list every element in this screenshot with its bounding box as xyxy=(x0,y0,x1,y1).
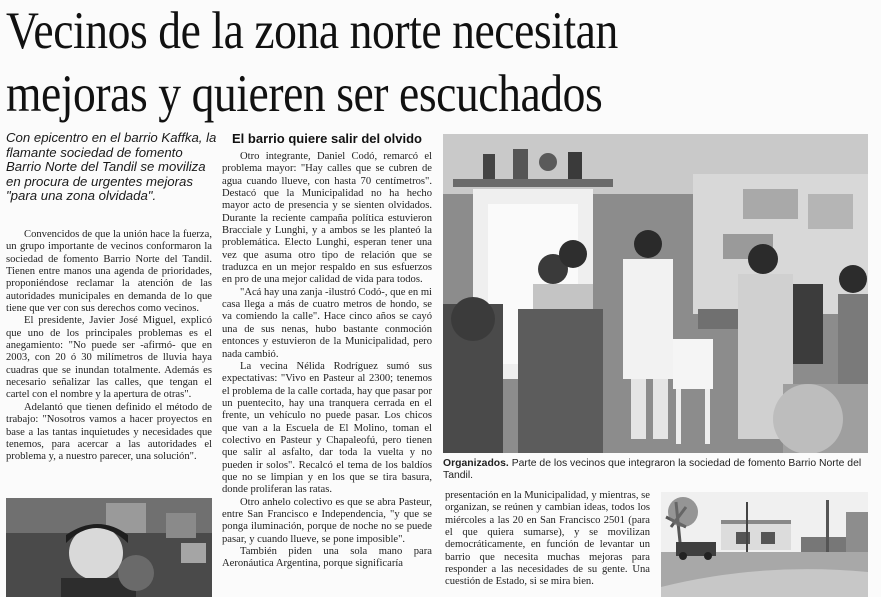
article-column-1 xyxy=(6,229,212,464)
portrait-photo-image xyxy=(6,498,212,597)
group-photo xyxy=(443,134,868,453)
group-photo-image xyxy=(443,134,868,453)
article-column-3 xyxy=(445,490,650,589)
street-photo-image xyxy=(661,492,868,597)
paragraph: La vecina Nélida Rodríguez sumó sus expectativas: "Vivo en Pasteur al 2300; tenemos el problema de la calle cortada, hay que pasar por un puentecito, hay una tranquera cerrada en el frente, un vehículo no puede pasar. Los chicos que van a la Escuela de El Molino, toman el colectivo en Pasteur y Chapaleofú, pero tienen que salir al asfalto, dar toda la vuelta y no pueden ir solos". Recalcó el tema de los baldíos que no se limpian y en los que se tira basura, donde proliferan las ratas. xyxy=(222,360,433,496)
paragraph: El presidente, Javier José Miguel, explicó que uno de los principales problemas es el anegamiento: "No puede ser -afirmó- que en 2003, con 20 ó 30 milímetros de lluvia haya cuadras que se inundan totalmente. Además es necesario señalizar las calles, que tengan el cartel con el nombre y la apertura de otras". xyxy=(6,315,212,401)
paragraph: También piden una sola mano para Aeronáutica Argentina, porque significaría xyxy=(222,546,432,570)
paragraph: Convencidos de que la unión hace la fuerza, un grupo importante de vecinos conformaron la sociedad de fomento Barrio Norte del Tandil. Tienen entre manos una agenda de prioridades, proponiéndose reclamar la atención de las autoridades municipales en demanda de lo que tiene que ver con sus derechos como vecinos. xyxy=(6,229,212,315)
photo-caption xyxy=(443,458,871,483)
portrait-photo xyxy=(6,498,212,597)
headline-line-2: mejoras y quieren ser escuchados xyxy=(6,65,603,123)
paragraph: Otro integrante, Daniel Codó, remarcó el problema mayor: "Hay calles que se cubren de agua cuando llueve, con hasta 70 centímetros". Destacó que la Municipalidad no ha hecho mayor acto de presencia y se sienten olvidados. Durante la reciente campaña política estuvieron Bracciale y Lunghi, y a ambos se les planteó la problemática. Electo Lunghi, esperan tener una vez que asuma otro tipo de relación que se traduzca en un mejor respaldo en sus esfuerzos en pro de una mejor calidad de vida para todos. xyxy=(222,151,432,286)
caption-label: Organizados. xyxy=(443,458,509,469)
article-column-2 xyxy=(222,151,432,571)
paragraph: Adelantó que tienen definido el método de trabajo: "Nosotros vamos a hacer proyectos en base a las tantas inquietudes y necesidades que tenemos, para acercar a las autoridades el problema y, a nuestro parecer, una solución". xyxy=(6,401,212,463)
lede-paragraph: Con epicentro en el barrio Kaffka, la flamante sociedad de fomento Barrio Norte del Tandil se moviliza en procura de urgentes mejoras "para una zona olvidada". xyxy=(6,130,217,204)
paragraph: "Acá hay una zanja -ilustró Codó-, que en mi casa llega a más de cuatro metros de hondo, se va comiendo la calle". Hace cinco años se cayó una de sus nenas, hubo bastante conmoción entonces y estuvieron de la Municipalidad, pero nada cambió. xyxy=(222,286,432,360)
section-subhead: El barrio quiere salir del olvido xyxy=(232,131,422,146)
caption-text: Parte de los vecinos que integraron la sociedad de fomento Barrio Norte del Tandil. xyxy=(443,458,862,482)
headline-line-1: Vecinos de la zona norte necesitan xyxy=(6,2,618,60)
headline xyxy=(6,0,754,126)
street-photo xyxy=(661,492,868,597)
paragraph: presentación en la Municipalidad, y mientras, se organizan, se reúnen y cambian ideas, todos los miércoles a las 20 en San Francisco 2501 (para el que quiera sumarse), y se movilizan democráticamente, en función de levantar un barrio que necesita muchas mejoras para responder a las necesidades de su gente. Una cuestión de Estado, si se mira bien. xyxy=(445,490,650,588)
paragraph: Otro anhelo colectivo es que se abra Pasteur, entre San Francisco e Independencia, "y que se ponga iluminación, porque de noche no se puede pasar, y cuando llueve, se pone imposible". xyxy=(222,496,432,545)
